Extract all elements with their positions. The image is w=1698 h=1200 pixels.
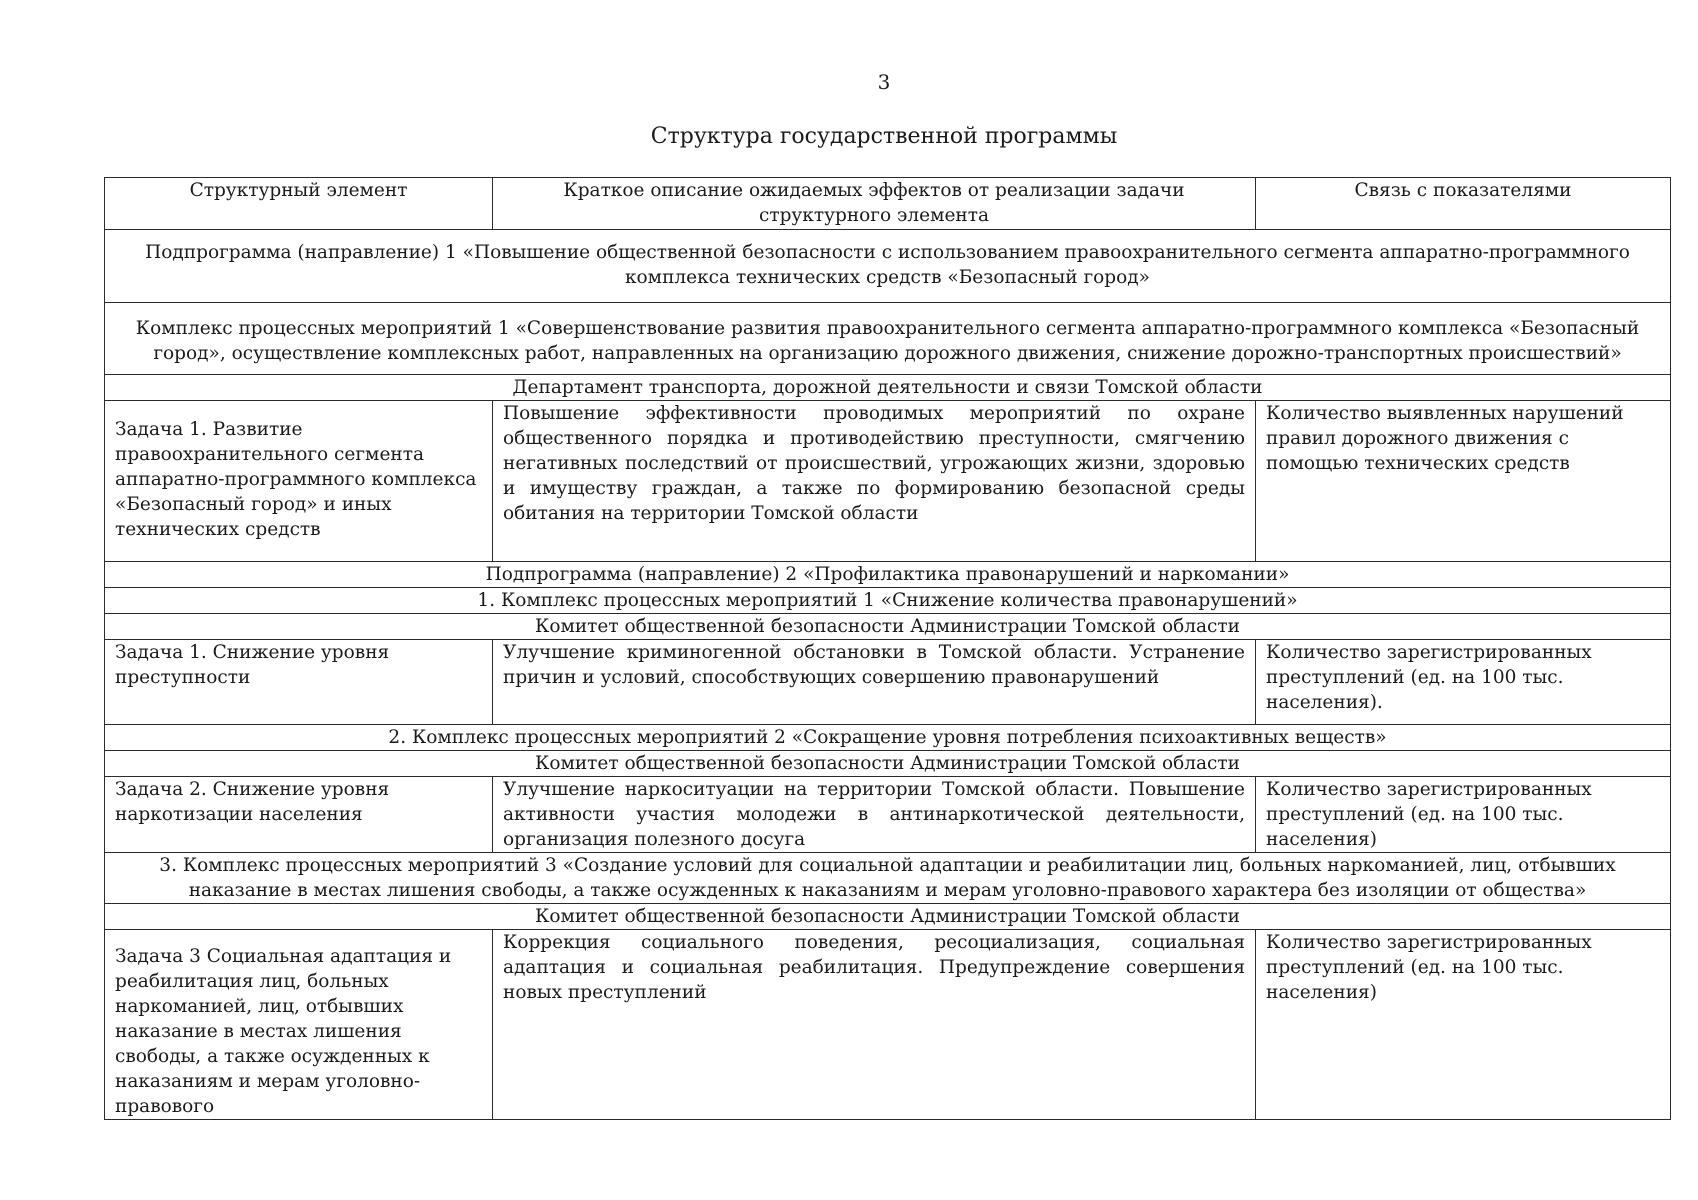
- responsible-row: [105, 904, 1671, 930]
- committee-1: Комитет общественной безопасности Администрации Томской области: [105, 614, 1671, 640]
- column-header-element: Структурный элемент: [105, 178, 493, 230]
- task-2-1-effects: Улучшение криминогенной обстановки в Томской области. Устранение причин и условий, способствующих совершению правонарушений: [493, 640, 1256, 725]
- table-row: [105, 777, 1671, 853]
- task-2-3-element: Задача 3 Социальная адаптация и реабилитация лиц, больных наркоманией, лиц, отбывших наказание в местах лишения свободы, а также осужденных к наказаниям и мерам уголовно-правового: [105, 930, 493, 1120]
- committee-2: Комитет общественной безопасности Администрации Томской области: [105, 751, 1671, 777]
- complex-2-1-title: 1. Комплекс процессных мероприятий 1 «Снижение количества правонарушений»: [105, 588, 1671, 614]
- task-2-3-effects: Коррекция социального поведения, ресоциализация, социальная адаптация и социальная реабилитация. Предупреждение совершения новых преступлений: [493, 930, 1256, 1120]
- column-header-effects: Краткое описание ожидаемых эффектов от реализации задачи структурного элемента: [493, 178, 1256, 230]
- department-1: Департамент транспорта, дорожной деятельности и связи Томской области: [105, 375, 1671, 401]
- table-row: [105, 401, 1671, 562]
- table-header-row: [105, 178, 1671, 230]
- task-1-effects: Повышение эффективности проводимых мероприятий по охране общественного порядка и противодействию преступности, смягчению негативных последствий от происшествий, угрожающих жизни, здоровью и имуществу граждан, а также по формированию безопасной среды обитания на территории Томской области: [493, 401, 1256, 562]
- responsible-row: [105, 751, 1671, 777]
- subprogram-row: [105, 230, 1671, 303]
- page-number: 3: [877, 70, 891, 94]
- program-structure-table: [104, 177, 1671, 1120]
- subprogram-1-title: Подпрограмма (направление) 1 «Повышение общественной безопасности с использованием правоохранительного сегмента аппаратно-программного комплекса технических средств «Безопасный город»: [105, 230, 1671, 303]
- task-2-3-indicators: Количество зарегистрированных преступлений (ед. на 100 тыс. населения): [1256, 930, 1671, 1120]
- complex-row: [105, 303, 1671, 375]
- table-row: [105, 930, 1671, 1120]
- committee-3: Комитет общественной безопасности Администрации Томской области: [105, 904, 1671, 930]
- responsible-row: [105, 375, 1671, 401]
- complex-row: [105, 725, 1671, 751]
- task-2-2-effects: Улучшение наркоситуации на территории Томской области. Повышение активности участия молодежи в антинаркотической деятельности, организация полезного досуга: [493, 777, 1256, 853]
- complex-row: [105, 853, 1671, 904]
- task-2-1-indicators: Количество зарегистрированных преступлений (ед. на 100 тыс. населения).: [1256, 640, 1671, 725]
- column-header-indicators: Связь с показателями: [1256, 178, 1671, 230]
- table-row: [105, 640, 1671, 725]
- task-2-1-element: Задача 1. Снижение уровня преступности: [105, 640, 493, 725]
- responsible-row: [105, 614, 1671, 640]
- complex-2-3-title: 3. Комплекс процессных мероприятий 3 «Создание условий для социальной адаптации и реабилитации лиц, больных наркоманией, лиц, отбывших наказание в местах лишения свободы, а также осужденных к наказаниям и мерам уголовно-правового характера без изоляции от общества»: [105, 853, 1671, 904]
- subprogram-row: [105, 562, 1671, 588]
- subprogram-2-title: Подпрограмма (направление) 2 «Профилактика правонарушений и наркомании»: [105, 562, 1671, 588]
- task-2-2-element: Задача 2. Снижение уровня наркотизации населения: [105, 777, 493, 853]
- document-title: Структура государственной программы: [650, 124, 1118, 149]
- complex-row: [105, 588, 1671, 614]
- complex-2-2-title: 2. Комплекс процессных мероприятий 2 «Сокращение уровня потребления психоактивных веществ»: [105, 725, 1671, 751]
- task-1-element: Задача 1. Развитие правоохранительного сегмента аппаратно-программного комплекса «Безопасный город» и иных технических средств: [105, 401, 493, 562]
- complex-1-title: Комплекс процессных мероприятий 1 «Совершенствование развития правоохранительного сегмента аппаратно-программного комплекса «Безопасный город», осуществление комплексных работ, направленных на организацию дорожного движения, снижение дорожно-транспортных происшествий»: [105, 303, 1671, 375]
- task-2-2-indicators: Количество зарегистрированных преступлений (ед. на 100 тыс. населения): [1256, 777, 1671, 853]
- task-1-indicators: Количество выявленных нарушений правил дорожного движения с помощью технических средств: [1256, 401, 1671, 562]
